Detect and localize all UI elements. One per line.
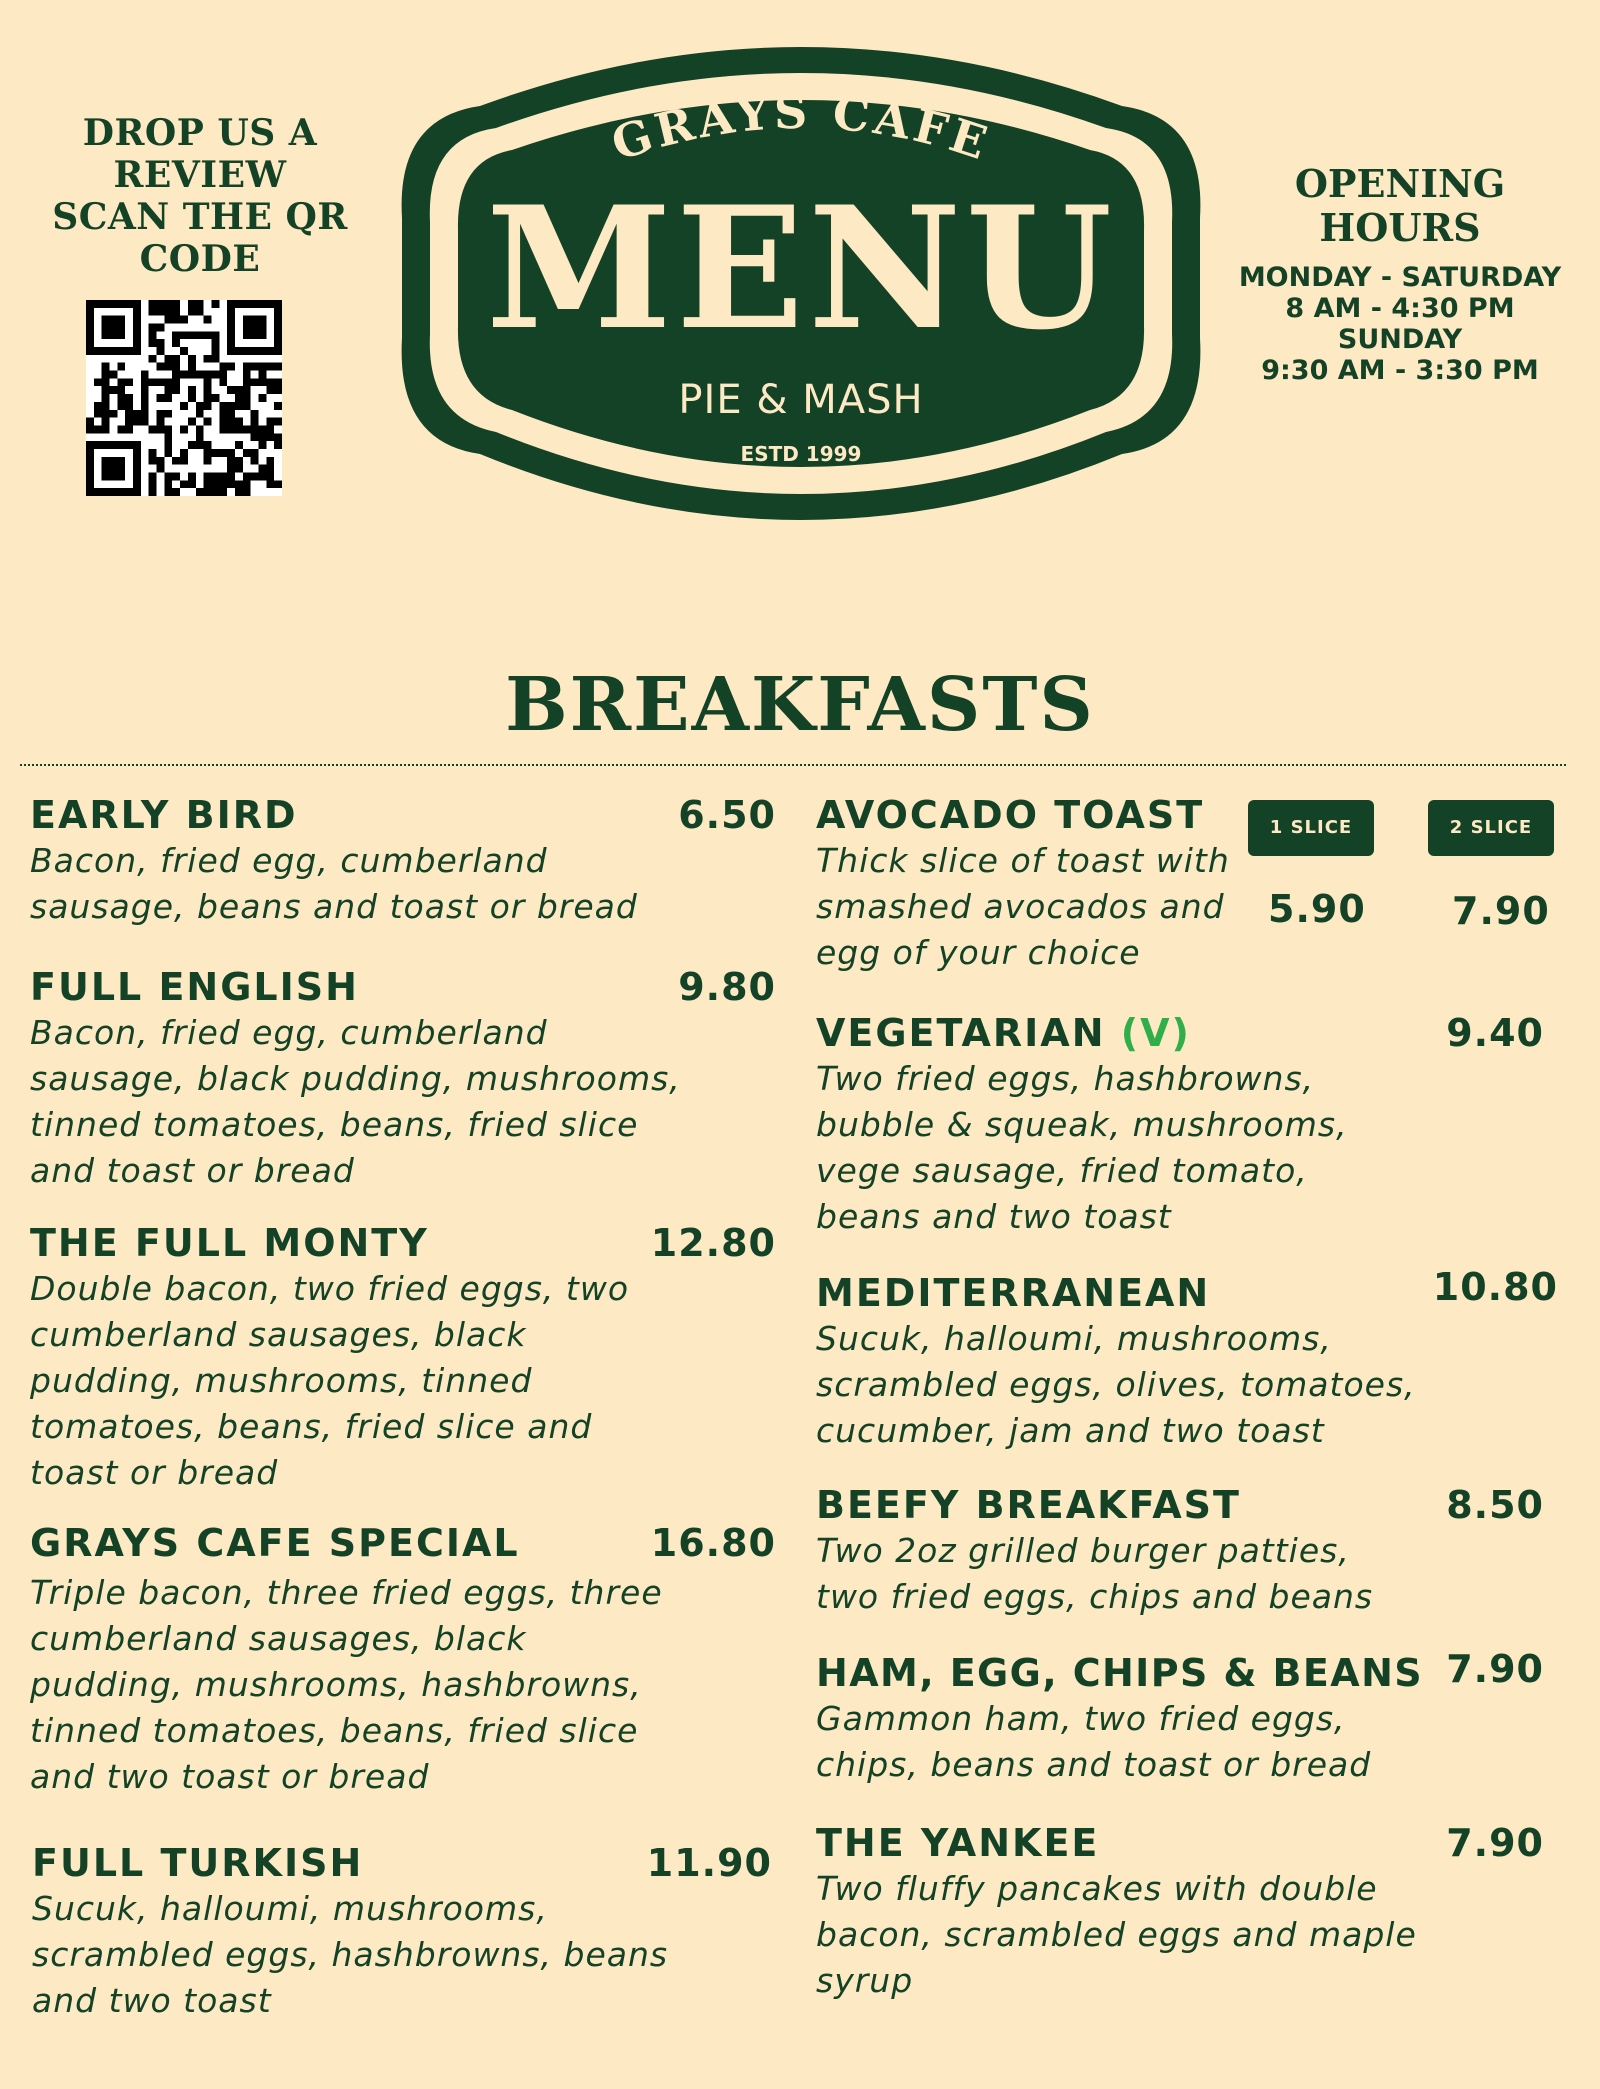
review-heading-line: REVIEW — [113, 154, 287, 196]
menu-item-desc-line: scrambled eggs, olives, tomatoes, — [816, 1365, 1416, 1404]
menu-item-desc-line: syrup — [816, 1961, 914, 2000]
menu-item-desc-line: Bacon, fried egg, cumberland — [30, 841, 548, 880]
menu-item-desc-line: egg of your choice — [816, 933, 1141, 972]
section-divider — [20, 764, 1566, 766]
logo-subtitle: PIE & MASH — [678, 377, 924, 423]
opening-hours-line: SUNDAY — [1337, 324, 1463, 355]
menu-item-the-yankee — [816, 1820, 1562, 2004]
menu-item-desc-line: scrambled eggs, hashbrowns, beans — [32, 1935, 669, 1974]
review-heading-line: SCAN THE QR — [52, 196, 348, 238]
opening-hours-line: MONDAY - SATURDAY — [1238, 262, 1562, 293]
menu-item-name: MEDITERRANEAN — [816, 1271, 1211, 1315]
menu-item-name: EARLY BIRD — [30, 793, 298, 837]
menu-item-name: THE FULL MONTY — [30, 1221, 429, 1265]
menu-item-beefy-breakfast — [816, 1482, 1562, 1620]
menu-item-desc-line: cumberland sausages, black — [30, 1315, 527, 1354]
menu-item-price: 10.80 — [1432, 1265, 1558, 1309]
menu-item-desc-line: smashed avocados and — [816, 887, 1225, 926]
menu-item-desc-line: chips, beans and toast or bread — [816, 1745, 1372, 1784]
menu-item-desc-line: pudding, mushrooms, hashbrowns, — [30, 1665, 642, 1704]
menu-item-desc-line: tinned tomatoes, beans, fried slice — [30, 1105, 639, 1144]
menu-item-desc-line: Sucuk, halloumi, mushrooms, — [32, 1889, 548, 1928]
menu-item-full-english — [30, 964, 780, 1194]
menu-item-desc-line: Gammon ham, two fried eggs, — [816, 1699, 1346, 1738]
menu-item-desc-line: Bacon, fried egg, cumberland — [30, 1013, 548, 1052]
review-heading — [20, 112, 380, 280]
menu-item-name: HAM, EGG, CHIPS & BEANS — [816, 1651, 1424, 1695]
menu-item-desc-line: cucumber, jam and two toast — [816, 1411, 1325, 1450]
logo-menu-title: MENU — [485, 169, 1117, 367]
opening-hours-heading-line: OPENING — [1294, 161, 1506, 206]
opening-hours-line: 9:30 AM - 3:30 PM — [1261, 355, 1539, 386]
menu-item-price: 16.80 — [650, 1521, 776, 1565]
menu-item-name: BEEFY BREAKFAST — [816, 1483, 1241, 1527]
menu-item-desc-line: Thick slice of toast with — [816, 841, 1230, 880]
menu-item-mediterranean — [816, 1265, 1572, 1454]
menu-item-desc-line: bacon, scrambled eggs and maple — [816, 1915, 1417, 1954]
slice-2-badge: 2 SLICE — [1428, 800, 1554, 856]
menu-item-name: FULL ENGLISH — [30, 965, 359, 1009]
menu-item-desc-line: Two fluffy pancakes with double — [816, 1869, 1378, 1908]
cafe-logo — [400, 18, 1202, 532]
logo-brand: GRAYS CAFE — [605, 84, 998, 172]
menu-item-desc-line: sausage, beans and toast or bread — [30, 887, 638, 926]
menu-item-desc-line: cumberland sausages, black — [30, 1619, 527, 1658]
menu-item-desc-line: two fried eggs, chips and beans — [816, 1577, 1374, 1616]
menu-item-full-turkish — [32, 1840, 780, 2024]
slice-1-badge: 1 SLICE — [1248, 800, 1374, 856]
menu-item-desc-line: and two toast — [32, 1981, 272, 2020]
menu-item-name: THE YANKEE — [816, 1821, 1100, 1865]
slice-2-price: 7.90 — [1452, 889, 1550, 933]
slice-1-price: 5.90 — [1268, 887, 1366, 931]
menu-item-desc-line: tinned tomatoes, beans, fried slice — [30, 1711, 639, 1750]
menu-item-price: 12.80 — [650, 1221, 776, 1265]
menu-item-vegetarian — [816, 1010, 1562, 1240]
menu-item-desc-line: Two 2oz grilled burger patties, — [816, 1531, 1350, 1570]
menu-item-desc-line: vege sausage, fried tomato, — [816, 1151, 1308, 1190]
menu-item-price: 9.80 — [678, 965, 776, 1009]
menu-item-desc-line: Triple bacon, three fried eggs, three — [30, 1573, 663, 1612]
opening-hours-heading — [1220, 162, 1580, 250]
qr-code-icon[interactable] — [86, 300, 282, 496]
menu-item-name: VEGETARIAN — [816, 1011, 1106, 1055]
menu-item-name: GRAYS CAFE SPECIAL — [30, 1521, 520, 1565]
menu-item-desc-line: pudding, mushrooms, tinned — [30, 1361, 533, 1400]
section-title: BREAKFASTS — [505, 662, 1095, 748]
vegetarian-mark: (V) — [1120, 1011, 1191, 1055]
menu-item-full-monty — [30, 1220, 780, 1496]
opening-hours-heading-line: HOURS — [1319, 205, 1481, 250]
menu-item-price: 7.90 — [1446, 1647, 1544, 1691]
menu-item-price: 7.90 — [1446, 1821, 1544, 1865]
menu-item-price: 11.90 — [646, 1841, 772, 1885]
menu-item-early-bird — [30, 792, 780, 930]
menu-item-avocado-toast — [816, 792, 1572, 992]
menu-item-name: FULL TURKISH — [32, 1841, 364, 1885]
menu-item-price: 9.40 — [1446, 1011, 1544, 1055]
menu-item-desc-line: bubble & squeak, mushrooms, — [816, 1105, 1348, 1144]
menu-item-desc-line: and two toast or bread — [30, 1757, 430, 1796]
menu-item-name: AVOCADO TOAST — [816, 793, 1205, 837]
opening-hours-line: 8 AM - 4:30 PM — [1285, 293, 1515, 324]
menu-item-price: 6.50 — [678, 793, 776, 837]
menu-item-desc-line: Two fried eggs, hashbrowns, — [816, 1059, 1315, 1098]
menu-item-desc-line: Sucuk, halloumi, mushrooms, — [816, 1319, 1332, 1358]
menu-item-ham-egg-chips-beans — [816, 1647, 1562, 1788]
menu-item-desc-line: toast or bread — [30, 1453, 279, 1492]
menu-item-desc-line: sausage, black pudding, mushrooms, — [30, 1059, 681, 1098]
opening-hours-list — [1220, 262, 1580, 386]
menu-item-desc-line: beans and two toast — [816, 1197, 1172, 1236]
logo-established: ESTD 1999 — [740, 442, 862, 466]
review-heading-line: DROP US A — [82, 112, 318, 154]
review-heading-line: CODE — [139, 238, 261, 280]
menu-item-desc-line: and toast or bread — [30, 1151, 355, 1190]
menu-item-price: 8.50 — [1446, 1483, 1544, 1527]
menu-item-grays-cafe-special — [30, 1520, 780, 1800]
menu-item-desc-line: tomatoes, beans, fried slice and — [30, 1407, 593, 1446]
menu-item-desc-line: Double bacon, two fried eggs, two — [30, 1269, 630, 1308]
